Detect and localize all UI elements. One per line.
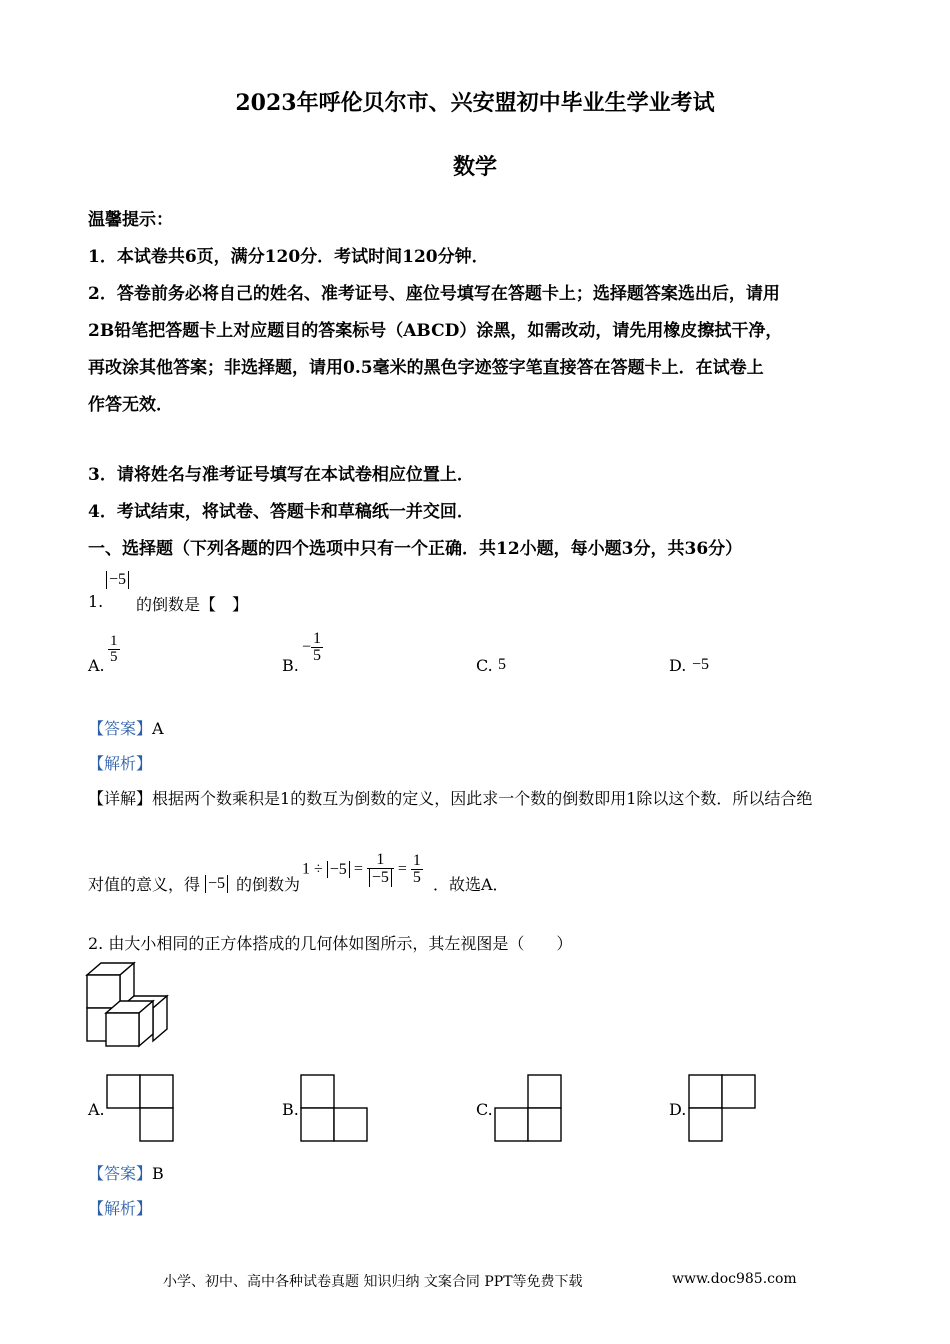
q2-option-a-figure [105,1073,177,1143]
q1-answer: 【答案】A [88,719,164,738]
q1-detail-line2-end: ．故选A． [433,875,509,894]
q1-option-c-label: C. [476,656,493,675]
q1-option-c-value: 5 [498,656,506,673]
q2-stem: 2. 由大小相同的正方体搭成的几何体如图所示，其左视图是（ ） [88,934,573,953]
notice-line: 4．考试结束，将试卷、答题卡和草稿纸一并交回． [88,502,474,522]
q2-option-c-figure [493,1073,565,1143]
subject-title: 数学 [452,154,497,180]
section-heading: 一、选择题（下列各题的四个选项中只有一个正确．共12小题，每小题3分，共36分） [88,539,743,559]
q1-analysis-tag: 【解析】 [88,754,153,773]
q2-option-d-label: D. [669,1100,687,1119]
notice-line: 2．答卷前务必将自己的姓名、准考证号、座位号填写在答题卡上；选择题答案选出后，请用 [88,284,780,304]
cube-front-face [106,1013,139,1046]
q2-cube-figure [84,960,174,1052]
q1-option-b-label: B. [282,656,299,675]
q1-abs-expression: −5 [106,571,129,589]
q1-option-d-label: D. [669,656,687,675]
q2-answer: 【答案】B [88,1164,164,1183]
notice-line: 3．请将姓名与准考证号填写在本试卷相应位置上． [88,465,474,485]
q1-detail-abs: −5 [205,875,228,893]
notice-line: 1．本试卷共6页，满分120分．考试时间120分钟． [88,247,489,267]
q1-detail-line2-mid: 的倒数为 [236,875,301,894]
exam-title: 2023年呼伦贝尔市、兴安盟初中毕业生学业考试 [235,90,715,116]
notice-line: 作答无效． [88,395,173,415]
q1-detail-line1: 【详解】根据两个数乘积是1的数互为倒数的定义，因此求一个数的倒数即用1除以这个数．所以结合绝 [88,789,813,808]
cube-front-face [87,975,120,1008]
q1-option-b-fraction: − $\frac{1}{5}$ [302,630,322,664]
notice-line: 2B铅笔把答题卡上对应题目的答案标号（ABCD）涂黑，如需改动，请先用橡皮擦拭干净， [88,321,783,341]
q1-detail-expression: 1 ÷ −5 = $\frac{1}{-5}$ = $\frac{1}{5}$ [302,851,421,886]
q1-option-a-label: A. [88,656,105,675]
footer-text: 小学、初中、高中各种试卷真题 知识归纳 文案合同 PPT等免费下载 [163,1274,583,1290]
q2-analysis-tag: 【解析】 [88,1199,153,1218]
q2-option-a-label: A. [88,1100,105,1119]
q2-option-b-figure [299,1073,371,1143]
q2-option-d-figure [687,1073,759,1143]
q2-option-b-label: B. [282,1100,299,1119]
q2-option-c-label: C. [476,1100,493,1119]
q1-option-d-value: −5 [692,656,710,673]
q1-detail-line2-start: 对值的意义，得 [88,875,201,894]
q1-option-a-fraction: $\frac{1}{5}$ [110,633,118,665]
q1-number: 1. [88,592,104,611]
footer-url[interactable]: www.doc985.com [672,1271,797,1287]
notice-line: 再改涂其他答案；非选择题，请用0.5毫米的黑色字迹签字笔直接答在答题卡上．在试卷上 [88,358,764,378]
notice-heading: 温馨提示： [88,210,173,230]
q1-stem: 的倒数是【 】 [136,595,249,614]
